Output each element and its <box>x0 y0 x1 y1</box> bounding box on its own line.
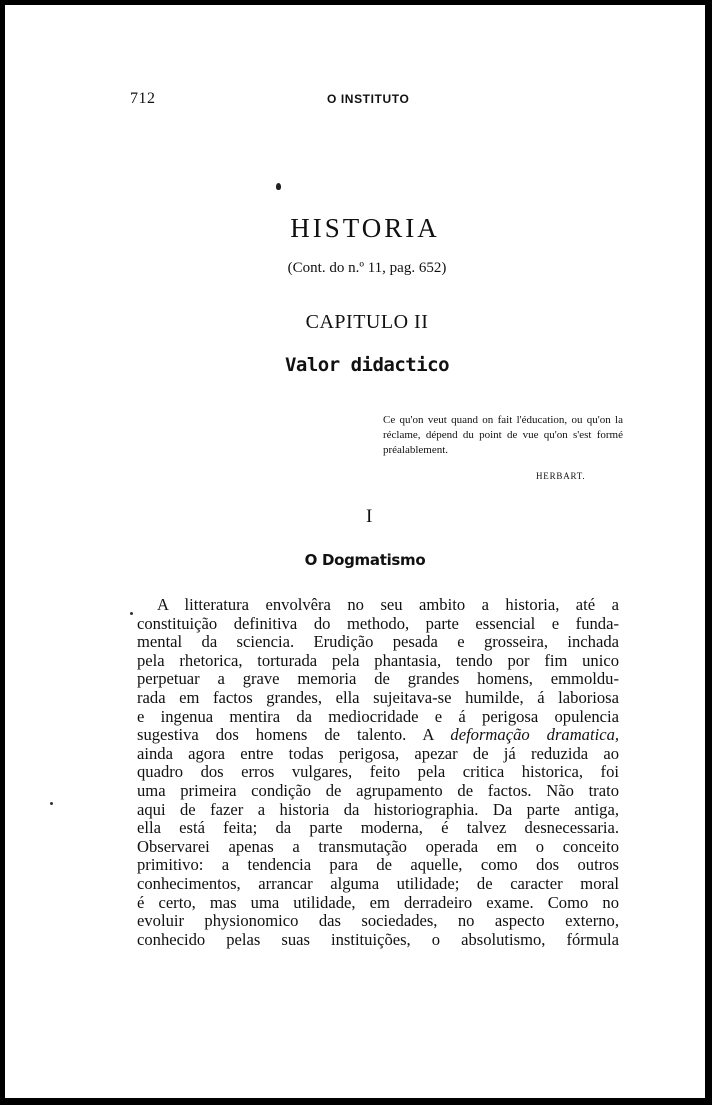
text-line: ella está feita; da parte moderna, é talvez desnecessaria. <box>137 818 619 838</box>
text-line: aqui de fazer a historia da historiographia. Da parte antiga, <box>137 799 619 819</box>
text-line: conhecido pelas suas instituições, o absolutismo, fórmula <box>137 929 619 949</box>
journal-name: O INSTITUTO <box>327 92 410 106</box>
text-line: quadro dos erros vulgares, feito pela critica historica, foi <box>137 762 619 782</box>
chapter-subtitle: Valor didactico <box>284 354 450 376</box>
body-paragraph <box>137 596 619 949</box>
article-title: HISTORIA <box>290 213 440 243</box>
text-line: rada em factos grandes, ella sujeitava-se humilde, á laboriosa <box>137 687 619 707</box>
section-title: O Dogmatismo <box>304 551 426 569</box>
epigraph-quote: Ce qu'on veut quand on fait l'éducation, ou qu'on la réclame, dépend du point de vue qu'on s'est formé préalablement. <box>383 414 623 456</box>
margin-mark <box>130 612 133 615</box>
text-line: ainda agora entre todas perigosa, apezar de já reduzida ao <box>137 743 619 763</box>
page-number: 712 <box>130 90 156 107</box>
text-line: pela rhetorica, torturada pela phantasia, tendo por fim unico <box>137 650 619 670</box>
text-line: mental da sciencia. Erudição pesada e grosseira, inchada <box>137 632 619 652</box>
text-line: constituição definitiva do methodo, parte essencial e funda- <box>137 613 619 633</box>
running-head <box>0 90 712 110</box>
text-line: perpetuar a grave memoria de grandes homens, emmoldu- <box>137 669 619 689</box>
margin-mark <box>50 802 53 805</box>
text-line: conhecimentos, arrancar alguma utilidade; de caracter moral <box>137 873 619 893</box>
text-line: Observarei apenas a transmutação operada em o conceito <box>137 836 619 856</box>
text-line-with-italic <box>137 726 619 745</box>
text-line: e ingenua mentira da mediocridade e á perigosa opulencia <box>137 706 619 726</box>
text-line: A litteratura envolvêra no seu ambito a historia, até a <box>157 595 619 614</box>
continuation-note: (Cont. do n.º 11, pag. 652) <box>287 260 447 276</box>
text-line: evoluir physionomico das sociedades, no aspecto externo, <box>137 911 619 931</box>
section-numeral: I <box>366 506 373 527</box>
text-segment: sugestiva dos homens de talento. A <box>137 725 451 745</box>
italic-term: deformação dramatica, <box>450 725 620 745</box>
text-line: primitivo: a tendencia para de aquelle, como dos outros <box>137 855 619 875</box>
epigraph-author: HERBART. <box>536 471 586 481</box>
chapter-heading: CAPITULO II <box>305 311 429 333</box>
text-line: é certo, mas uma utilidade, em derradeiro exame. Como no <box>137 892 619 912</box>
ornament-mark <box>276 183 281 190</box>
text-line: uma primeira condição de agrupamento de factos. Não trato <box>137 780 619 800</box>
